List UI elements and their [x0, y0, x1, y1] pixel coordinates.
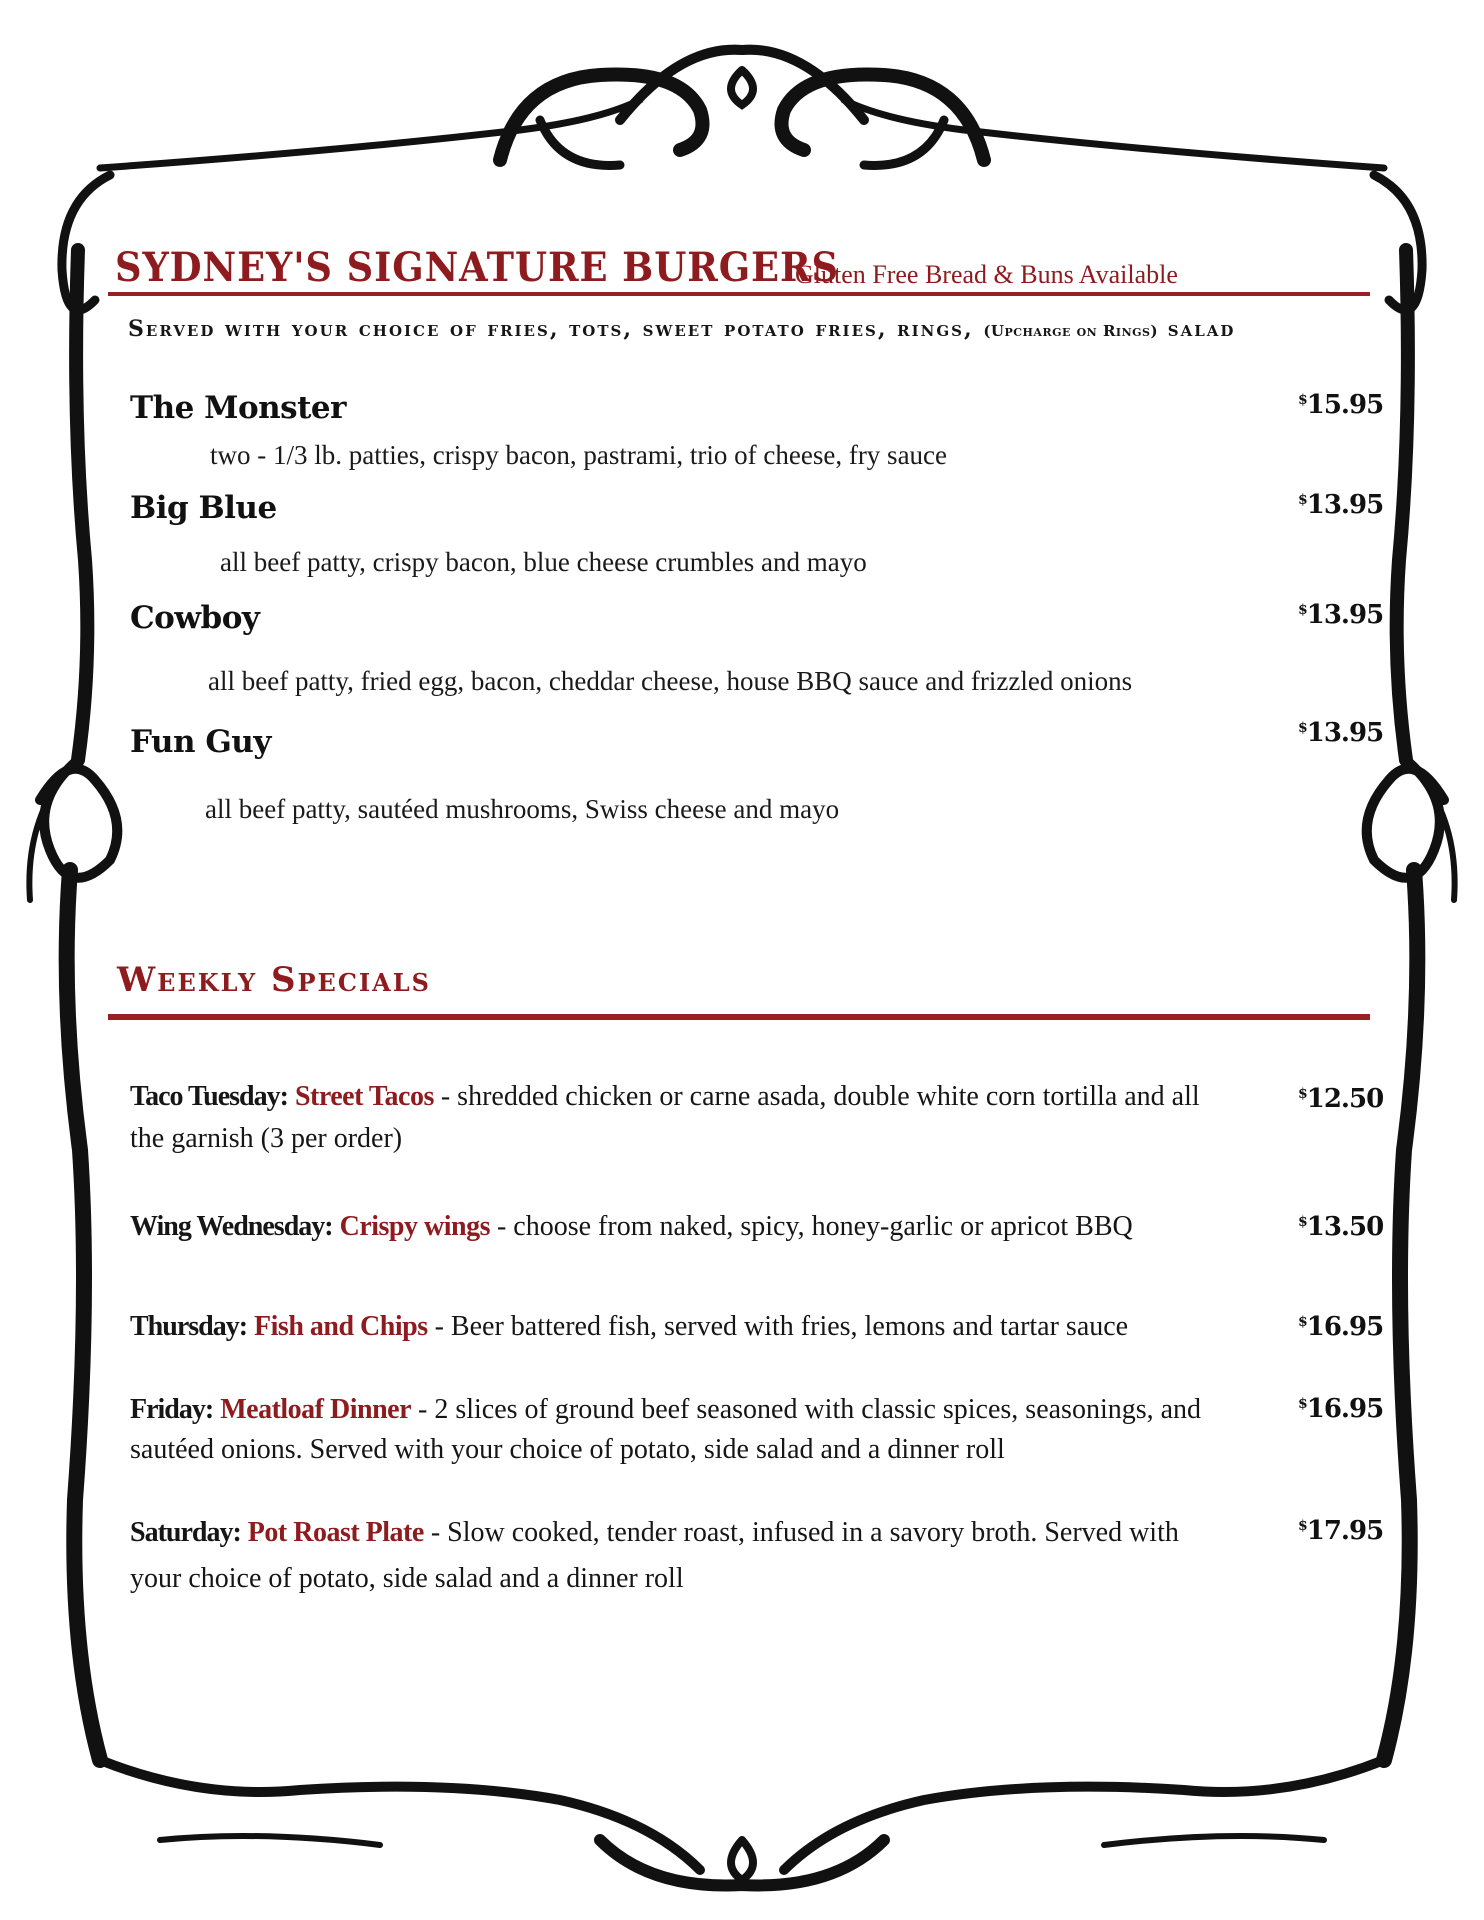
special-price: $12.50: [1298, 1084, 1384, 1114]
specials-section-title: Weekly Specials: [117, 960, 431, 1000]
menu-item-name: Cowboy: [130, 600, 260, 636]
special-day: Wing Wednesday:: [130, 1211, 333, 1242]
menu-item-description: all beef patty, fried egg, bacon, cheddar cheese, house BBQ sauce and frizzled onions: [208, 666, 1133, 696]
special-dish: Fish and Chips: [254, 1311, 428, 1342]
served-with-line: [128, 316, 1235, 342]
menu-item-description: all beef patty, crispy bacon, blue cheese crumbles and mayo: [220, 547, 867, 577]
menu-item-name: Big Blue: [130, 490, 277, 526]
special-day: Taco Tuesday:: [130, 1081, 288, 1112]
special-item: [130, 1510, 1210, 1602]
special-day: Saturday:: [130, 1517, 241, 1548]
special-item: [130, 1206, 1210, 1248]
menu-item-price: $13.95: [1298, 718, 1384, 748]
special-description: - choose from naked, spicy, honey-garlic or apricot BBQ: [496, 1211, 1133, 1242]
special-dish: Crispy wings: [339, 1211, 490, 1242]
gluten-free-note: Gluten Free Bread & Buns Available: [795, 260, 1178, 289]
special-price: $17.95: [1298, 1516, 1384, 1546]
menu-item-price: $15.95: [1298, 390, 1384, 420]
special-dish: Street Tacos: [294, 1081, 434, 1112]
burgers-section-title: SYDNEY'S SIGNATURE BURGERS: [115, 244, 840, 291]
special-day: Friday:: [130, 1394, 214, 1425]
served-with-salad: salad: [1167, 316, 1236, 342]
special-day: Thursday:: [130, 1311, 248, 1342]
menu-item-name: The Monster: [130, 390, 346, 426]
section-divider: [108, 292, 1370, 296]
section-divider: [108, 1014, 1370, 1020]
special-description: - 2 slices of ground beef seasoned with classic spices, seasonings, and sautéed onions. Served with your choice of potato, side salad and a dinner roll: [130, 1394, 1202, 1465]
special-item: [130, 1390, 1210, 1470]
upcharge-note: (Upcharge on Rings): [983, 322, 1159, 340]
special-dish: Meatloaf Dinner: [220, 1394, 412, 1425]
special-description: - shredded chicken or carne asada, double white corn tortilla and all the garnish (3 per order): [130, 1081, 1200, 1154]
special-item: [130, 1076, 1210, 1160]
menu-item-name: Fun Guy: [130, 724, 271, 760]
special-price: $16.95: [1298, 1312, 1384, 1342]
menu-item-price: $13.95: [1298, 490, 1384, 520]
special-dish: Pot Roast Plate: [247, 1517, 424, 1548]
menu-item-description: all beef patty, sautéed mushrooms, Swiss cheese and mayo: [205, 794, 840, 824]
special-description: - Beer battered fish, served with fries, lemons and tartar sauce: [434, 1311, 1129, 1342]
menu-item-price: $13.95: [1298, 600, 1384, 630]
special-price: $13.50: [1298, 1212, 1384, 1242]
served-with-text: Served with your choice of fries, tots, sweet potato fries, rings,: [128, 316, 974, 342]
menu-item-description: two - 1/3 lb. patties, crispy bacon, pastrami, trio of cheese, fry sauce: [210, 440, 948, 470]
special-description: - Slow cooked, tender roast, infused in a savory broth. Served with your choice of potato, side salad and a dinner roll: [130, 1517, 1179, 1594]
special-item: [130, 1306, 1210, 1348]
special-price: $16.95: [1298, 1394, 1384, 1424]
